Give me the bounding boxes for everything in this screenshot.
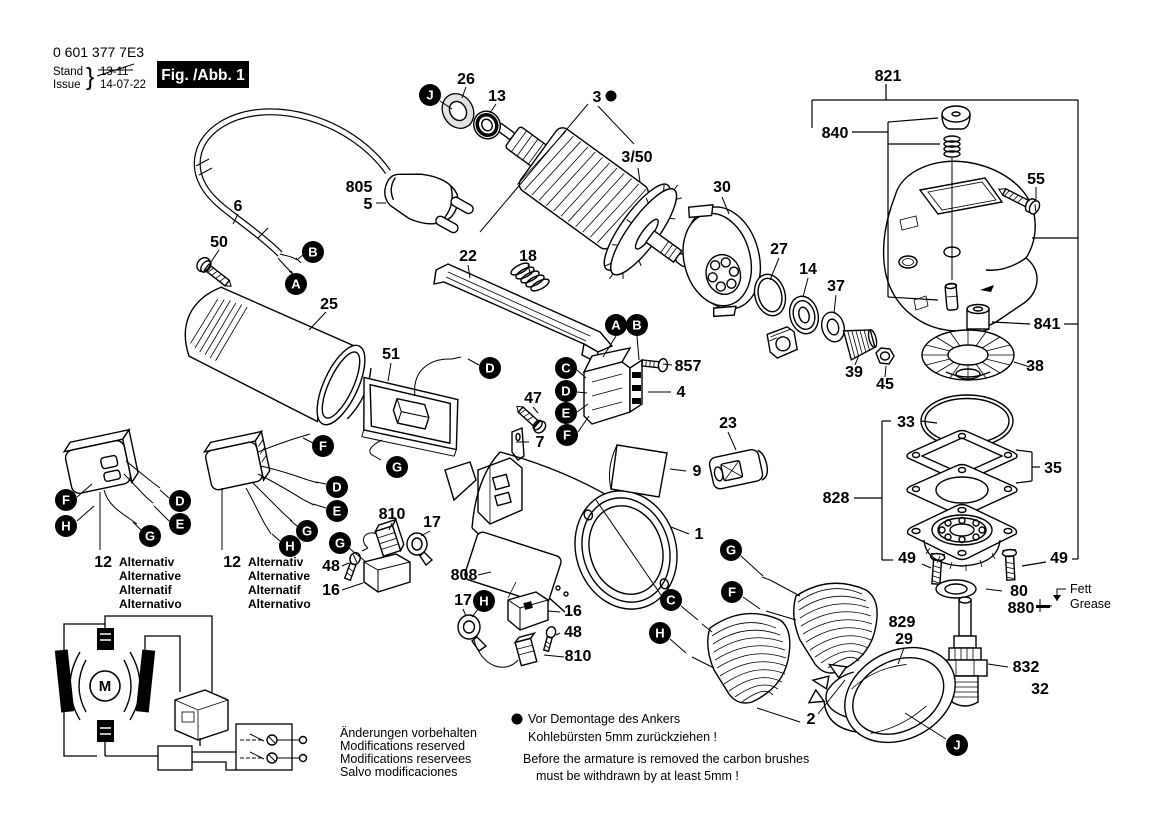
label-37: 37 (827, 278, 845, 295)
svg-text:D: D (332, 479, 342, 495)
note-es: Salvo modificaciones (340, 765, 458, 779)
svg-text:E: E (561, 405, 571, 421)
svg-text:C: C (666, 592, 676, 608)
svg-text:E: E (332, 503, 342, 519)
grease-label-de: Fett (1070, 582, 1092, 596)
svg-text:A: A (291, 276, 301, 292)
label-857: 857 (674, 358, 702, 375)
alt1-line-de: Alternativ (119, 555, 175, 569)
callout-letter-h (279, 535, 301, 557)
wire-to-g (370, 440, 382, 456)
leader-3-50 (638, 168, 640, 182)
label-55: 55 (1027, 171, 1045, 188)
bushing-841 (967, 305, 989, 332)
label-30: 30 (713, 179, 731, 196)
callout-letter-d (479, 357, 501, 379)
svg-text:A: A (611, 317, 621, 333)
svg-text:J: J (426, 87, 434, 103)
label-5: 5 (363, 196, 373, 213)
label-17-a: 17 (423, 514, 441, 531)
label-7: 7 (535, 434, 545, 451)
label-810-b: 810 (564, 648, 592, 665)
washer-37 (818, 310, 847, 345)
callout-letter-h (473, 590, 495, 612)
housing-cover-25 (171, 275, 381, 434)
label-49-left: 49 (898, 550, 916, 567)
label-50: 50 (210, 234, 228, 251)
label-16-a: 16 (322, 582, 340, 599)
note-de: Änderungen vorbehalten (340, 726, 477, 740)
cover-tray-51 (346, 357, 471, 466)
callout-letter-h (55, 515, 77, 537)
grease-pointer (1036, 589, 1066, 612)
callout-letter-g (329, 532, 351, 554)
label-39: 39 (845, 364, 863, 381)
label-3-50: 3/50 (621, 149, 653, 166)
label-26: 26 (457, 71, 475, 88)
lock-button-840 (942, 106, 970, 129)
svg-text:G: G (391, 459, 403, 475)
callout-letter-a (285, 273, 307, 295)
alt1-line-es: Alternativo (119, 597, 182, 611)
callout-letter-c (660, 589, 682, 611)
bullet-icon (512, 714, 523, 725)
switch-4 (584, 348, 642, 424)
svg-text:C: C (561, 360, 571, 376)
spindle-bearing-flange (908, 505, 1017, 572)
alt2-line-en: Alternative (248, 569, 311, 583)
label-821: 821 (874, 68, 902, 85)
svg-text:G: G (144, 528, 156, 544)
washer-80 (936, 580, 976, 598)
wiring-diagram (55, 616, 307, 770)
svg-text:H: H (655, 625, 665, 641)
svg-text:F: F (728, 584, 736, 600)
callout-letter-a (605, 314, 627, 336)
svg-text:D: D (175, 493, 185, 509)
svg-text:E: E (175, 516, 185, 532)
armature (464, 79, 721, 310)
commutator-block (766, 326, 798, 359)
screw-49-right (1002, 549, 1018, 580)
label-18: 18 (519, 248, 537, 265)
document-number: 0 601 377 7E3 (53, 44, 145, 60)
warning-en-line2: must be withdrawn by at least 5mm ! (536, 769, 739, 783)
label-35: 35 (1044, 460, 1062, 477)
label-840: 840 (821, 125, 849, 142)
svg-text:J: J (953, 737, 961, 753)
nut-45 (876, 348, 894, 364)
modifications-note (340, 726, 477, 779)
svg-text:D: D (561, 383, 571, 399)
svg-text:B: B (632, 317, 642, 333)
screw-50 (194, 255, 236, 292)
callout-letter-h (649, 622, 671, 644)
label-80: 80 (1010, 583, 1028, 600)
callout-letter-j (419, 84, 441, 106)
svg-text:F: F (62, 492, 70, 508)
svg-text:F: F (563, 427, 571, 443)
motor-symbol (90, 671, 120, 701)
callout-letter-b (302, 241, 324, 263)
label-16-b: 16 (564, 603, 582, 620)
alternative-block-2 (223, 554, 310, 611)
svg-text:D: D (485, 360, 495, 376)
label-13: 13 (488, 88, 506, 105)
svg-text:H: H (285, 538, 295, 554)
callout-letter-g (296, 520, 318, 542)
callout-letter-g (139, 525, 161, 547)
brace-glyph: } (86, 63, 95, 91)
callout-letter-g (720, 539, 742, 561)
svg-text:H: H (479, 593, 489, 609)
callout-letter-c (555, 357, 577, 379)
label-9: 9 (692, 463, 702, 480)
callout-letter-g (386, 456, 408, 478)
alt2-line-es: Alternativo (248, 597, 311, 611)
bracket-2-left (757, 708, 800, 722)
label-29: 29 (895, 631, 913, 648)
label-49-right: 49 (1050, 550, 1068, 567)
brush-warning-note (512, 712, 810, 783)
date-new: 14-07-22 (100, 79, 147, 91)
mains-plug (378, 165, 479, 237)
label-45: 45 (876, 376, 894, 393)
label-25: 25 (320, 296, 338, 313)
label-27: 27 (770, 241, 788, 258)
callout-letter-e (326, 500, 348, 522)
callout-letter-e (169, 513, 191, 535)
label-3: 3 (592, 89, 602, 106)
label-4: 4 (676, 384, 686, 401)
label-2: 2 (806, 711, 816, 728)
date-old: 13-11 (100, 66, 129, 78)
label-48-a: 48 (322, 558, 340, 575)
title-block (53, 44, 249, 91)
svg-text:M: M (98, 678, 112, 695)
spring-18 (509, 261, 550, 293)
alt1-number: 12 (94, 554, 112, 571)
alt2-number: 12 (223, 554, 241, 571)
label-828: 828 (822, 490, 850, 507)
label-810-a: 810 (378, 506, 406, 523)
label-51: 51 (382, 346, 400, 363)
alt1-line-en: Alternative (119, 569, 182, 583)
label-17-b: 17 (454, 592, 472, 609)
alt2-line-de: Alternativ (248, 555, 304, 569)
label-33: 33 (897, 414, 915, 431)
alternative-block-1 (94, 554, 181, 611)
grease-label-en: Grease (1070, 597, 1111, 611)
callout-letter-b (626, 314, 648, 336)
gear-housing-821 (884, 158, 1037, 331)
svg-text:F: F (319, 438, 327, 454)
label-841: 841 (1033, 316, 1061, 333)
callout-letter-e (555, 402, 577, 424)
svg-text:B: B (308, 244, 318, 260)
bracket-35 (1016, 450, 1040, 483)
note-en: Modifications reserved (340, 739, 466, 753)
callout-letter-f (312, 435, 334, 457)
callout-letter-f (55, 489, 77, 511)
warning-de-line2: Kohlebürsten 5mm zurückziehen ! (528, 730, 717, 744)
alt2-line-fr: Alternatif (248, 583, 301, 597)
label-1: 1 (694, 526, 704, 543)
svg-text:G: G (334, 535, 346, 551)
callout-letter-f (721, 581, 743, 603)
label-23: 23 (719, 415, 737, 432)
label-sheet-9 (609, 445, 667, 497)
label-38: 38 (1026, 358, 1044, 375)
issue-label: Issue (53, 79, 81, 91)
callout-letter-f (556, 424, 578, 446)
label-6: 6 (233, 198, 243, 215)
svg-text:G: G (301, 523, 313, 539)
callout-letter-j (946, 734, 968, 756)
stand-label: Stand (53, 66, 84, 78)
label-47: 47 (524, 390, 542, 407)
label-832: 832 (1012, 659, 1040, 676)
bracket-3-right (598, 106, 634, 144)
alt1-line-fr: Alternatif (119, 583, 172, 597)
armature-marker-dot (606, 91, 617, 102)
crown-gear-38 (922, 330, 1014, 380)
label-880: 880 (1007, 600, 1035, 617)
spring-840 (944, 136, 960, 157)
label-805: 805 (345, 179, 373, 196)
callout-letter-d (326, 476, 348, 498)
note-fr: Modifications reservees (340, 752, 472, 766)
pin-840 (945, 283, 958, 310)
label-829: 829 (888, 614, 916, 631)
warning-de-line1: Vor Demontage des Ankers (528, 712, 681, 726)
label-48-b: 48 (564, 624, 582, 641)
warning-en-line1: Before the armature is removed the carbon brushes (523, 752, 810, 766)
pinion-39 (844, 323, 880, 360)
figure-label: Fig. /Abb. 1 (161, 67, 245, 84)
label-32: 32 (1031, 681, 1049, 698)
label-22: 22 (459, 248, 477, 265)
callout-letter-d (169, 490, 191, 512)
label-14: 14 (799, 261, 817, 278)
brush-set-a (343, 520, 432, 592)
slider-23 (708, 447, 769, 490)
svg-text:G: G (725, 542, 737, 558)
label-808: 808 (450, 567, 478, 584)
screw-49-left (929, 553, 945, 584)
callout-letter-d (555, 380, 577, 402)
svg-text:H: H (61, 518, 71, 534)
